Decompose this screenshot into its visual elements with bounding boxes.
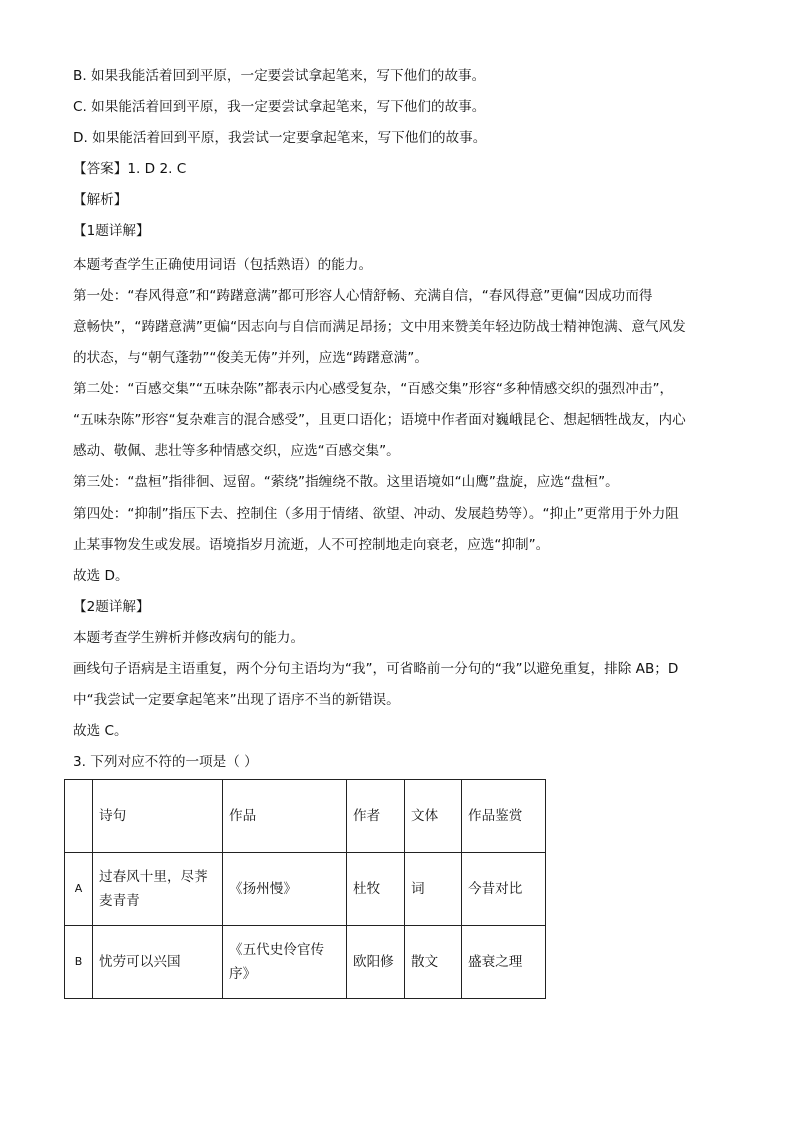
table-header-row — [65, 780, 546, 853]
q1-point2-line3: 感动、敬佩、悲壮等多种情感交织，应选“百感交集”。 — [73, 443, 400, 459]
q1-point3: 第三处：“盘桓”指徘徊、逗留。“萦绕”指缠绕不散。这里语境如“山鹰”盘旋，应选“盘桓”。 — [73, 474, 619, 490]
q1-point2-line1: 第二处：“百感交集”“五味杂陈”都表示内心感受复杂，“百感交集”形容“多种情感交织的强烈冲击”， — [73, 381, 674, 397]
q2-analysis-line2: 中“我尝试一定要拿起笔来”出现了语序不当的新错误。 — [73, 692, 400, 708]
q1-point2-line2: “五味杂陈”形容“复杂难言的混合感受”，且更口语化；语境中作者面对巍峨昆仑、想起牺牲战友，内心 — [73, 412, 686, 428]
q1-conclusion: 故选 D。 — [73, 568, 129, 584]
cell-genre: 词 — [405, 853, 462, 926]
analysis-heading: 【解析】 — [73, 192, 128, 208]
q1-point4-line1: 第四处：“抑制”指压下去、控制住（多用于情绪、欲望、冲动、发展趋势等）。“抑止”更常用于外力阻 — [73, 506, 679, 522]
row-label: A — [65, 853, 93, 926]
cell-author: 杜牧 — [347, 853, 405, 926]
q1-detail-heading: 【1题详解】 — [73, 223, 150, 239]
q1-point4-line2: 止某事物发生或发展。语境指岁月流逝，人不可控制地走向衰老，应选“抑制”。 — [73, 537, 550, 553]
table-row — [65, 926, 546, 999]
q1-point1-line2: 意畅快”，“踌躇意满”更偏“因志向与自信而满足昂扬；文中用来赞美年轻边防战士精神饱满、意气风发 — [73, 319, 686, 335]
q1-point1-line1: 第一处：“春风得意”和“踌躇意满”都可形容人心情舒畅、充满自信，“春风得意”更偏“因成功而得 — [73, 288, 653, 304]
q2-analysis-line1: 画线句子语病是主语重复，两个分句主语均为“我”，可省略前一分句的“我”以避免重复，排除 AB；D — [73, 661, 679, 677]
cell-author: 欧阳修 — [347, 926, 405, 999]
row-label: B — [65, 926, 93, 999]
q2-conclusion: 故选 C。 — [73, 723, 128, 739]
header-cell-genre: 文体 — [405, 780, 462, 853]
question-3-table — [64, 779, 546, 999]
cell-genre: 散文 — [405, 926, 462, 999]
q2-detail-heading: 【2题详解】 — [73, 599, 150, 615]
q1-intro: 本题考查学生正确使用词语（包括熟语）的能力。 — [73, 257, 373, 273]
header-cell-author: 作者 — [347, 780, 405, 853]
answer-line: 【答案】1. D 2. C — [73, 161, 187, 177]
header-cell-index — [65, 780, 93, 853]
q2-intro: 本题考查学生辨析并修改病句的能力。 — [73, 630, 305, 646]
option-d: D. 如果能活着回到平原，我尝试一定要拿起笔来，写下他们的故事。 — [73, 130, 487, 146]
cell-poem-line: 忧劳可以兴国 — [93, 926, 223, 999]
cell-appreciation: 盛衰之理 — [462, 926, 546, 999]
cell-work: 《五代史伶官传序》 — [223, 926, 347, 999]
table-row — [65, 853, 546, 926]
option-c: C. 如果能活着回到平原，我一定要尝试拿起笔来，写下他们的故事。 — [73, 99, 486, 115]
question-3: 3. 下列对应不符的一项是（ ） — [73, 754, 258, 770]
cell-work: 《扬州慢》 — [223, 853, 347, 926]
header-cell-appreciation: 作品鉴赏 — [462, 780, 546, 853]
q1-point1-line3: 的状态，与“朝气蓬勃”“俊美无俦”并列，应选“踌躇意满”。 — [73, 350, 428, 366]
header-cell-poem-line: 诗句 — [93, 780, 223, 853]
header-cell-work: 作品 — [223, 780, 347, 853]
cell-appreciation: 今昔对比 — [462, 853, 546, 926]
cell-poem-line: 过春风十里，尽荠麦青青 — [93, 853, 223, 926]
option-b: B. 如果我能活着回到平原，一定要尝试拿起笔来，写下他们的故事。 — [73, 68, 486, 84]
